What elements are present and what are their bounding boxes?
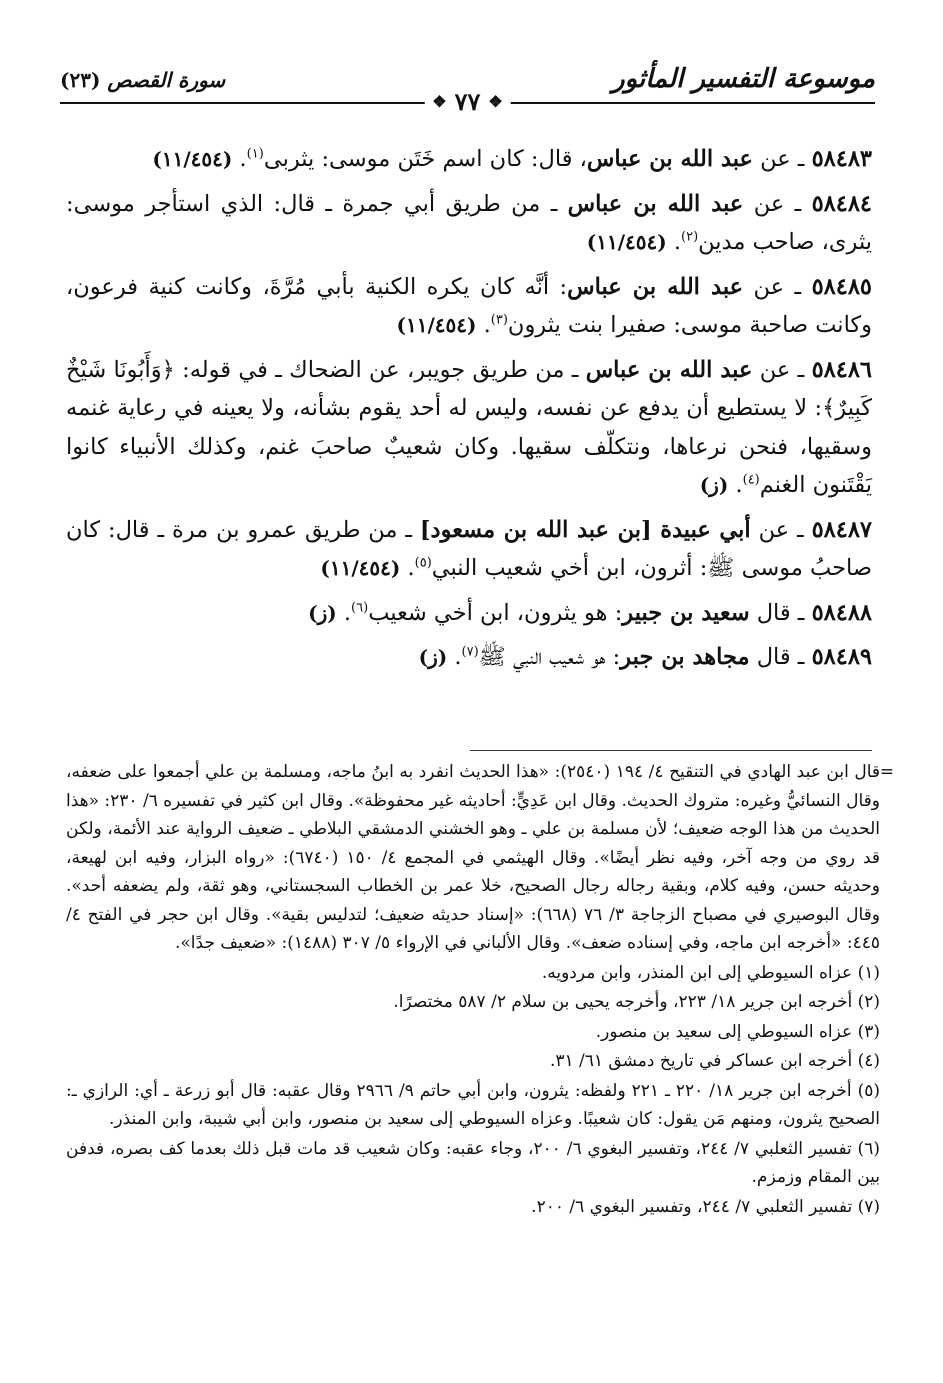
entry-tail: . — [232, 146, 247, 172]
continuation-mark: = — [879, 762, 894, 782]
footnote: (٧) تفسير الثعلبي ٧/ ٢٤٤، وتفسير البغوي ٦/ ٢٠٠. — [531, 1196, 880, 1217]
source-ref: (ز) — [699, 473, 729, 497]
entry — [66, 268, 872, 345]
footnote-ref: (٢) — [681, 229, 699, 245]
source-ref: (١١/٤٥٤) — [396, 313, 477, 337]
entry — [66, 594, 872, 633]
narrator: أبي عبيدة [بن عبد الله بن مسعود] — [419, 516, 751, 543]
source-ref: (ز) — [418, 645, 448, 669]
footnote: (٣) عزاه السيوطي إلى سعيد بن منصور. — [595, 1021, 880, 1042]
footnote: (١) عزاه السيوطي إلى ابن المنذر، وابن مردويه. — [541, 962, 880, 983]
entry-number: ٥٨٤٨٧ — [811, 516, 872, 543]
source-ref: (١١/٤٥٤) — [152, 147, 233, 171]
page-number-block — [424, 87, 510, 116]
footnotes — [66, 758, 894, 1222]
entry-tail: . — [336, 599, 352, 626]
source-ref: (١١/٤٥٤) — [320, 556, 401, 580]
footnote-ref: (٤) — [742, 472, 760, 488]
book-title: موسوعة التفسير المأثور — [612, 64, 875, 94]
entry-text: : هو شعيب النبي ﷺ — [478, 644, 621, 670]
footnote-ref: (٦) — [351, 600, 369, 615]
entry-number: ٥٨٤٨٤ — [811, 190, 872, 217]
footnote-ref: (٣) — [490, 312, 508, 328]
entry-dash: ـ عن — [752, 146, 812, 172]
entry-text: : هو يثرون، ابن أخي شعيب — [368, 599, 623, 626]
page-header — [60, 62, 875, 118]
ornament-icon: ❖ — [432, 92, 447, 111]
entry — [66, 185, 872, 262]
entry — [66, 638, 872, 677]
entry — [66, 351, 872, 505]
surah-number: (٢٣) — [60, 68, 101, 92]
entry-tail: . — [728, 472, 743, 498]
source-ref: (ز) — [308, 600, 337, 625]
narrator: عبد الله بن عباس — [585, 356, 753, 383]
entry-number: ٥٨٤٨٣ — [811, 146, 872, 172]
footnote: (٦) تفسير الثعلبي ٧/ ٢٤٤، وتفسير البغوي ٦/ ٢٠٠، وجاء عقبه: وكان شعيب قد مات قبل ذلك بعدما كف بصره، فدفن بين المقام وزمزم. — [66, 1138, 880, 1187]
entry-dash: ـ عن — [743, 273, 812, 300]
main-text — [66, 140, 872, 683]
narrator: عبد الله بن عباس — [586, 146, 753, 172]
entry-text: : أنَّه كان يكره الكنية بأبي مُرَّةَ، وكانت كنية فرعون، وكانت صاحبة موسى: صفيرا بنت يثرون — [66, 273, 872, 338]
footnote-ref: (٥) — [414, 555, 432, 571]
entry-text: ـ من طريق عمرو بن مرة ـ قال: كان صاحبُ موسى ﷺ: أثرون، ابن أخي شعيب النبي — [66, 516, 872, 581]
surah-label — [60, 68, 225, 92]
entry-dash: ـ قال — [749, 599, 812, 626]
entry-number: ٥٨٤٨٦ — [811, 356, 872, 383]
surah-name: سورة القصص — [107, 68, 226, 92]
entry-tail: . — [447, 644, 462, 670]
narrator: عبد الله بن عباس — [567, 190, 744, 217]
entry-dash: ـ عن — [752, 356, 812, 383]
entry-dash: ـ عن — [743, 190, 812, 217]
entry-text: ، قال: كان اسم خَتَن موسى: يثربى — [263, 146, 587, 172]
entry — [66, 511, 872, 588]
footnote: (٢) أخرجه ابن جرير ١٨/ ٢٢٣، وأخرجه يحيى بن سلام ٢/ ٥٨٧ مختصرًا. — [393, 992, 880, 1012]
ornament-icon: ❖ — [488, 92, 503, 111]
footnote-ref: (٧) — [461, 644, 479, 660]
entry — [66, 140, 872, 179]
footnote: (٥) أخرجه ابن جرير ١٨/ ٢٢٠ ـ ٢٢١ ولفظه: يثرون، وابن أبي حاتم ٩/ ٢٩٦٦ وقال عقبه: قال أبو زرعة ـ أي: الرازي ـ: الصحيح يثرون، ومنهم مَن يقول: كان شعيبًا. وعزاه السيوطي إلى سعيد بن منصور، وابن أبي شيبة، وابن المنذر. — [66, 1080, 881, 1129]
entry-tail: . — [666, 229, 681, 255]
entry-tail: . — [476, 312, 491, 338]
page-number: ٧٧ — [454, 87, 481, 116]
entry-text: ـ من طريق أبي جمرة ـ قال: الذي استأجر موسى: يثرى، صاحب مدين — [66, 190, 872, 255]
narrator: مجاهد بن جبر — [620, 644, 750, 670]
entry-number: ٥٨٤٨٩ — [811, 644, 872, 670]
continuation-text: قال ابن عبد الهادي في التنقيح ٤/ ١٩٤ (٢٥٤٠): «هذا الحديث انفرد به ابنُ ماجه، ومسلمة بن علي أجمعوا على ضعفه، وقال النسائيُّ وغيره: متروك الحديث. وقال ابن عَدِيٍّ: أحاديثه غير محفوظة». وقال ابن كثير في تفسيره ٦/ ٢٣٠: «هذا الحديث من هذا الوجه ضعيف؛ لأن مسلمة بن علي ـ وهو الخشني الدمشقي البلاطي ـ ضعيف الرواية عند الأئمة، ولكن قد روي من وجه آخر، وفيه نظر أيضًا». وقال الهيثمي في المجمع ٤/ ١٥٠ (٦٧٤٠): «رواه البزار، وفيه ابن لهيعة، وحديثه حسن، وفيه كلام، وبقية رجاله رجال الصحيح، خلا عمر بن الخطاب السجستاني، وهو ثقة، ولم يضعفه أحد». وقال البوصيري في مصباح الزجاجة ٣/ ٧٦ (٦٦٨): «إسناد حديثه ضعيف؛ لتدليس بقية». وقال ابن حجر في الفتح ٤/ ٤٤٥: «أخرجه ابن ماجه، وفي إسناده ضعف». وقال الألباني في الإرواء ٥/ ٣٠٧ (١٤٨٨): «ضعيف جدًا». — [66, 762, 880, 953]
entry-number: ٥٨٤٨٥ — [811, 273, 872, 300]
entry-dash: ـ عن — [750, 516, 812, 543]
source-ref: (١١/٤٥٤) — [586, 230, 667, 254]
footnote-ref: (١) — [246, 146, 264, 162]
entry-dash: ـ قال — [749, 644, 812, 670]
narrator: عبد الله بن عباس — [567, 273, 744, 300]
narrator: سعيد بن جبير — [622, 599, 750, 626]
footnote: (٤) أخرجه ابن عساكر في تاريخ دمشق ٦١/ ٣١. — [549, 1051, 880, 1071]
footnote-divider — [470, 750, 872, 751]
entry-tail: . — [400, 555, 415, 581]
entry-text: ـ من طريق جويبر، عن الضحاك ـ في قوله: ﴿وَأَبُونَا شَيْخٌ كَبِيرٌ﴾: لا يستطيع أن يدفع عن نفسه، وليس له أحد يقوم بشأنه، ولا يعينه في رعاية غنمه وسقيها، فنحن نرعاها، ونتكلّف سقيها. وكان شعيبٌ صاحبَ غنم، وكذلك الأنبياء كانوا يَقْتَنون الغنم — [66, 356, 872, 498]
entry-number: ٥٨٤٨٨ — [811, 599, 872, 626]
footnote-continuation — [66, 758, 894, 958]
